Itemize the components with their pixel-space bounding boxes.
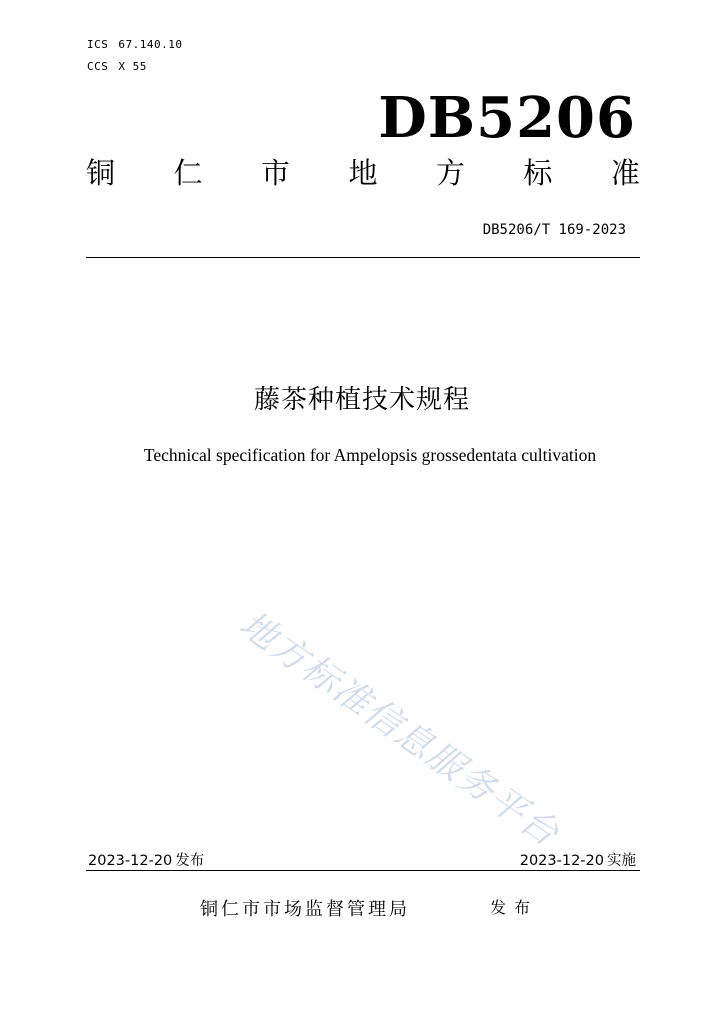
standard-code: DB5206 <box>378 85 636 151</box>
bottom-divider <box>86 870 640 871</box>
document-title-chinese: 藤茶种植技术规程 <box>253 385 470 415</box>
standard-name-char: 铜 <box>86 156 116 190</box>
implementation-date <box>520 852 636 870</box>
ccs-code <box>87 61 147 73</box>
document-title-english: Technical specification for Ampelopsis grossedentata cultivation <box>143 445 597 465</box>
ics-value: 67.140.10 <box>118 38 183 51</box>
standard-name <box>86 155 640 191</box>
ics-label: ICS <box>87 38 109 51</box>
implementation-date-value: 2023-12-20 <box>519 853 604 869</box>
issuer-action: 发布 <box>490 898 539 917</box>
standard-name-char: 仁 <box>173 156 203 190</box>
standard-name-char: 准 <box>610 156 640 190</box>
standard-name-char: 地 <box>348 156 378 190</box>
ics-code <box>87 39 182 51</box>
standard-number: DB5206/T 169-2023 <box>482 222 626 238</box>
issue-date-value: 2023-12-20 <box>88 853 173 869</box>
watermark: 地方标准信息服务平台 <box>231 603 567 856</box>
top-divider <box>86 257 640 258</box>
standard-name-char: 方 <box>435 156 465 190</box>
issue-date <box>88 852 204 870</box>
ccs-value: X 55 <box>118 60 147 73</box>
issue-date-label: 发布 <box>175 853 205 869</box>
issuer-line <box>200 898 539 922</box>
standard-name-char: 市 <box>260 156 290 190</box>
implementation-date-label: 实施 <box>607 853 636 869</box>
issuer-name: 铜仁市市场监督管理局 <box>200 899 410 920</box>
ccs-label: CCS <box>87 60 109 73</box>
standard-name-char: 标 <box>523 156 553 190</box>
